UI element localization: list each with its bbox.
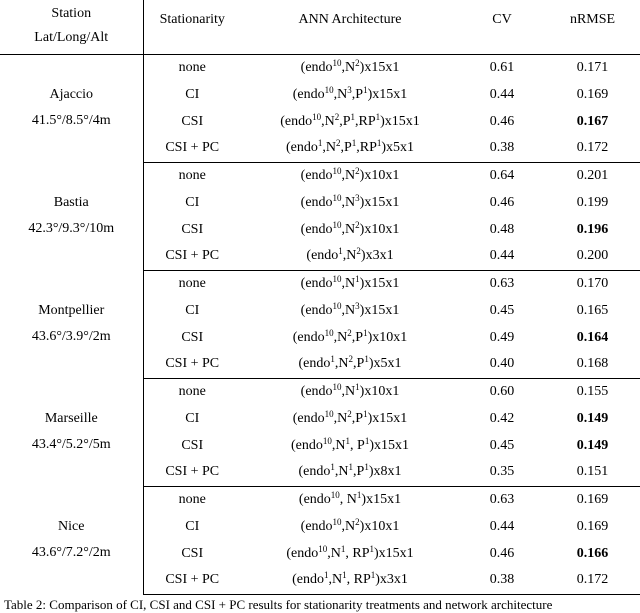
nrmse-cell: 0.169 (576, 491, 609, 507)
architecture-cell: $(endo^{10},N^2,P^1)x10x1$ (292, 327, 408, 345)
station-name: Montpellier (38, 303, 105, 318)
station-coords: 43.6°/3.9°/2m (31, 329, 111, 344)
cv-cell: 0.38 (459, 567, 545, 594)
station-name: Nice (58, 519, 85, 534)
architecture-cell: $(endo^{10},N^3,P^1)x15x1$ (292, 84, 408, 102)
nrmse-cell: 0.167 (576, 113, 609, 129)
nrmse-cell: 0.151 (545, 459, 640, 486)
nrmse-cell: 0.169 (576, 518, 609, 534)
cv-cell: 0.48 (489, 221, 515, 237)
nrmse-cell: 0.200 (545, 243, 640, 270)
stationarity-cell: CI (185, 86, 200, 102)
station-coords: 43.4°/5.2°/5m (31, 437, 111, 452)
nrmse-cell: 0.196 (576, 221, 609, 237)
station-header-line1: Station (51, 6, 92, 21)
architecture-cell: $(endo^1,N^2,P^1,RP^1)x5x1$ (241, 135, 459, 162)
architecture-cell: $(endo^{10},N^1)x15x1$ (300, 273, 400, 291)
architecture-cell: ($endo^{10},N^1$, $RP^1)x15x1$ (286, 543, 414, 561)
cv-cell: 0.64 (489, 167, 515, 183)
architecture-cell: $(endo^1,N^2)x3x1$ (241, 243, 459, 270)
nrmse-cell: 0.168 (545, 351, 640, 378)
station-name: Marseille (44, 411, 98, 426)
table-caption: Table 2: Comparison of CI, CSI and CSI + PC results for stationarity treatments and network architecture (4, 597, 553, 612)
table-body (0, 54, 640, 594)
architecture-cell: $(endo^{10},N^2,P^1,RP^1)x15x1$ (280, 111, 420, 129)
cv-cell: 0.44 (489, 518, 515, 534)
cv-cell: 0.46 (489, 113, 515, 129)
nrmse-cell: 0.170 (576, 275, 609, 291)
nrmse-cell: 0.172 (545, 567, 640, 594)
stationarity-cell: CI (185, 410, 200, 426)
cv-cell: 0.46 (489, 545, 515, 561)
cv-cell: 0.44 (489, 86, 515, 102)
stationarity-cell: none (178, 383, 206, 399)
architecture-cell: $(endo^1,N^2,P^1)x5x1$ (241, 351, 459, 378)
cv-cell: 0.45 (489, 437, 515, 453)
cv-header: CV (459, 0, 545, 54)
nrmse-cell: 0.201 (576, 167, 609, 183)
architecture-cell: ($endo^1,N^1$, $RP^1)x3x1$ (241, 567, 459, 594)
station-coords: 43.6°/7.2°/2m (31, 545, 111, 560)
cv-cell: 0.49 (489, 329, 515, 345)
stationarity-cell: none (178, 59, 206, 75)
architecture-cell: $(endo^{10},N^3)x15x1$ (300, 300, 400, 318)
architecture-cell: $(endo^{10},N^2,P^1)x15x1$ (292, 408, 408, 426)
cv-cell: 0.45 (489, 302, 515, 318)
table-header (0, 0, 640, 54)
table-row (0, 54, 640, 81)
stationarity-cell: CSI (181, 545, 204, 561)
stationarity-cell: none (178, 167, 206, 183)
station-name: Ajaccio (49, 87, 94, 103)
nrmse-cell: 0.149 (576, 437, 609, 453)
cv-cell: 0.38 (459, 135, 545, 162)
nrmse-cell: 0.165 (576, 302, 609, 318)
station-coords: 41.5°/8.5°/4m (31, 113, 111, 129)
station-header-line2: Lat/Long/Alt (34, 30, 109, 45)
cv-cell: 0.60 (489, 383, 515, 399)
nrmse-cell: 0.199 (576, 194, 609, 210)
stationarity-cell: CSI + PC (143, 243, 241, 270)
stationarity-cell: none (178, 275, 206, 291)
architecture-cell: ($endo^{10},N^1$, $P^1)x15x1$ (291, 435, 409, 453)
stationarity-cell: CSI + PC (143, 351, 241, 378)
cv-cell: 0.44 (459, 243, 545, 270)
stationarity-cell: CSI + PC (143, 459, 241, 486)
stationarity-cell: CSI (181, 113, 204, 129)
architecture-cell: $(endo^{10},N^1)x10x1$ (300, 381, 400, 399)
cv-cell: 0.40 (459, 351, 545, 378)
stationarity-cell: CI (185, 302, 200, 318)
stationarity-cell: none (178, 491, 206, 507)
station-cell (0, 486, 143, 594)
nrmse-cell: 0.171 (576, 59, 609, 75)
stationarity-cell: CSI + PC (143, 135, 241, 162)
stationarity-cell: CSI (181, 329, 204, 345)
cv-cell: 0.46 (489, 194, 515, 210)
nrmse-cell: 0.155 (576, 383, 609, 399)
table-row (0, 162, 640, 189)
architecture-cell: $(endo^1,N^1,P^1)x8x1$ (241, 459, 459, 486)
architecture-cell: $(endo^{10},N^2)x10x1$ (300, 516, 400, 534)
nrmse-cell: 0.164 (576, 329, 609, 345)
stationarity-cell: CSI (181, 221, 204, 237)
nrmse-cell: 0.149 (576, 410, 609, 426)
station-cell (0, 378, 143, 486)
station-name: Bastia (53, 195, 89, 210)
table-row (0, 270, 640, 297)
nrmse-header: nRMSE (545, 0, 640, 54)
table-row (0, 486, 640, 513)
stationarity-cell: CI (185, 194, 200, 210)
station-cell (0, 270, 143, 378)
cv-cell: 0.42 (489, 410, 515, 426)
station-cell (0, 162, 143, 270)
architecture-cell: (endo$^{10}$, $N^1)x15x1$ (298, 489, 402, 507)
station-cell (0, 54, 143, 162)
architecture-cell: $(endo^{10},N^2)x10x1$ (300, 219, 400, 237)
stationarity-cell: CSI (181, 437, 204, 453)
stationarity-cell: CI (185, 518, 200, 534)
architecture-header: ANN Architecture (241, 0, 459, 54)
nrmse-cell: 0.169 (576, 86, 609, 102)
nrmse-cell: 0.166 (576, 545, 609, 561)
cv-cell: 0.61 (489, 59, 515, 75)
table-row (0, 378, 640, 405)
cv-cell: 0.35 (459, 459, 545, 486)
station-header (0, 0, 143, 54)
architecture-cell: $(endo^{10},N^2)x15x1$ (300, 57, 400, 75)
cv-cell: 0.63 (489, 491, 515, 507)
nrmse-cell: 0.172 (545, 135, 640, 162)
station-coords: 42.3°/9.3°/10m (28, 221, 115, 236)
architecture-cell: $(endo^{10},N^3)x15x1$ (300, 192, 400, 210)
stationarity-cell: CSI + PC (143, 567, 241, 594)
architecture-cell: $(endo^{10},N^2)x10x1$ (300, 165, 400, 183)
stationarity-header: Stationarity (143, 0, 241, 54)
cv-cell: 0.63 (489, 275, 515, 291)
